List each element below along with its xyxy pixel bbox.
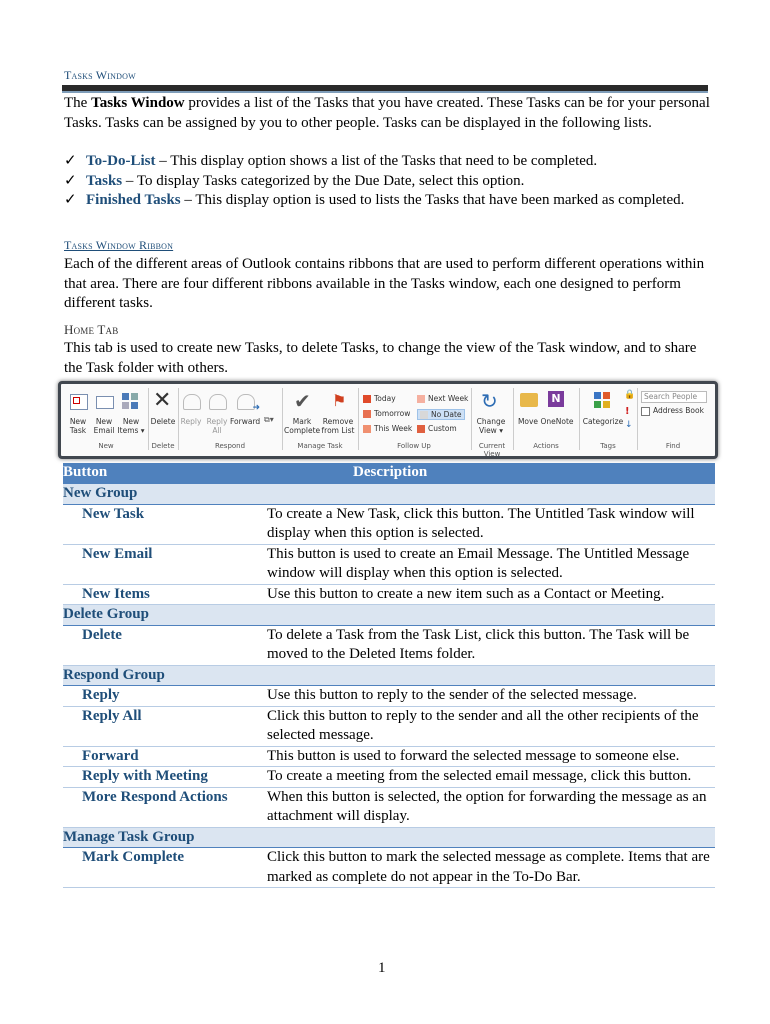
next-week-button[interactable] [417,394,468,403]
button-description: To delete a Task from the Task List, click this button. The Task will be moved to the Deleted Items folder. [267,625,715,665]
section-heading-home-tab: Home Tab [64,322,119,337]
bullet-text: – To display Tasks categorized by the Due Date, select this option. [122,172,525,189]
forward-button[interactable]: Forward [230,417,261,426]
remove-from-list-button[interactable]: Remove from List [321,417,355,435]
onenote-icon: N [548,391,564,407]
categorize-icon [594,392,610,408]
move-folder-icon [520,393,538,407]
ribbon-separator [637,388,638,450]
remove-flag-icon: ⚑ [332,391,347,410]
no-date-label: No Date [431,410,462,419]
page-number: 1 [378,960,386,976]
table-row [63,848,715,888]
checkmark-icon: ✓ [64,172,77,189]
address-book-icon [641,407,650,416]
flag-icon [363,395,371,403]
flag-icon [363,410,371,418]
table-row [63,584,715,605]
this-week-label: This Week [374,424,413,433]
table-group-row [63,665,715,686]
onenote-button[interactable]: OneNote [540,417,574,426]
button-description: To create a New Task, click this button. The Untitled Task window will display when this option is selected. [267,504,715,544]
categorize-button[interactable]: Categorize [582,417,624,426]
address-book-label: Address Book [653,406,704,415]
button-description: Click this button to mark the selected message as complete. Items that are marked as complete do not appear in the To-Do Bar. [267,848,715,888]
change-view-icon: ↻ [481,389,498,413]
button-description: This button is used to forward the selected message to someone else. [267,746,715,767]
header-description: Description [267,463,715,484]
button-description: This button is used to create an Email Message. The Untitled Message window will display when this option is selected. [267,544,715,584]
button-description: Click this button to reply to the sender and all the other recipients of the selected message. [267,706,715,746]
group-label-actions: Actions [533,442,559,450]
table-row [63,504,715,544]
next-week-label: Next Week [428,394,469,403]
group-name: Respond Group [63,665,715,686]
heading-rule [62,85,708,93]
new-task-icon [70,394,88,410]
custom-button[interactable] [417,424,457,433]
button-description: To create a meeting from the selected email message, click this button. [267,767,715,788]
button-name: Reply with Meeting [63,767,267,788]
this-week-button[interactable] [363,424,412,433]
intro-pre: The [64,95,92,111]
bullet-text: – This display option is used to lists the Tasks that have been marked as completed. [180,192,685,208]
button-name: Delete [63,625,267,665]
new-items-icon [122,393,138,409]
group-label-find: Find [665,442,681,450]
mark-complete-button[interactable]: Mark Complete [284,417,321,435]
button-name: Reply [63,686,267,707]
delete-x-icon: ✕ [153,388,172,413]
forward-icon: ➜ [237,394,255,410]
group-label-current-view: Current View [478,442,506,458]
table-group-row [63,605,715,626]
table-row [63,706,715,746]
group-label-follow-up: Follow Up [397,442,431,450]
table-row [63,787,715,827]
button-name: Mark Complete [63,848,267,888]
table-row [63,686,715,707]
ribbon-separator [579,388,580,450]
section-heading-tasks-window: Tasks Window [64,68,136,82]
delete-button[interactable]: Delete [150,417,176,426]
reply-all-icon [209,394,227,410]
address-book-button[interactable] [641,406,704,416]
button-name: New Task [63,504,267,544]
bullet-item [64,172,714,192]
section-heading-ribbon: Tasks Window Ribbon [64,238,174,252]
checkmark-icon: ✓ [64,153,77,169]
flag-icon [420,411,428,419]
reply-button[interactable]: Reply [180,417,202,426]
intro-post: provides a list of the Tasks that you have created. These Tasks can be for your personal Tasks. Tasks can be assigned by you to other people. Tasks can be displayed in the following lists. [64,95,710,131]
private-lock-icon[interactable]: 🔒 [624,390,636,400]
bullet-list [64,152,714,211]
group-label-new: New [98,442,114,450]
table-row [63,625,715,665]
intro-bold: Tasks Window [91,95,185,111]
header-button: Button [63,463,267,484]
group-name: Delete Group [63,605,715,626]
button-name: New Email [63,544,267,584]
flag-icon [417,395,425,403]
group-label-manage-task: Manage Task [297,442,343,450]
high-importance-icon[interactable]: ! [625,406,630,417]
button-name: More Respond Actions [63,787,267,827]
button-description: Use this button to reply to the sender of the selected message. [267,686,715,707]
new-email-icon [96,396,114,409]
tomorrow-button[interactable] [363,409,410,418]
custom-label: Custom [428,424,457,433]
button-description: Use this button to create a new item such as a Contact or Meeting. [267,584,715,605]
ribbon-separator [282,388,283,450]
flag-icon [417,425,425,433]
intro-paragraph [64,94,714,133]
new-task-button[interactable]: New Task [69,417,87,435]
bullet-text: – This display option shows a list of the Tasks that need to be completed. [155,153,598,169]
new-items-button[interactable]: New Items ▾ [117,417,145,435]
table-row [63,544,715,584]
no-date-button[interactable] [417,409,465,420]
bullet-term: To-Do-List [86,153,156,169]
home-tab-paragraph: This tab is used to create new Tasks, to delete Tasks, to change the view of the Task window, and to share the Task folder with others. [64,340,697,376]
group-name: New Group [63,484,715,505]
table-row [63,767,715,788]
change-view-button[interactable]: Change View ▾ [476,417,506,435]
move-button[interactable]: Move [517,417,539,426]
reply-icon [183,394,201,410]
ribbon-separator [513,388,514,450]
ribbon-separator [358,388,359,450]
button-description-table [63,463,715,888]
more-respond-icon[interactable]: ⧉▾ [264,415,274,424]
table-header [63,463,715,484]
bullet-item [64,191,714,211]
table-group-row [63,484,715,505]
table-group-row [63,827,715,848]
checkmark-icon: ✔ [294,389,311,413]
group-label-tags: Tags [600,442,616,450]
group-name: Manage Task Group [63,827,715,848]
group-label-respond: Respond [214,442,246,450]
button-name: Reply All [63,706,267,746]
home-tab-ribbon [58,381,718,459]
ribbon-paragraph: Each of the different areas of Outlook contains ribbons that are used to perform different operations within that area. There are four different ribbons available in the Tasks window, each one designed to perform different tasks. [64,256,705,311]
tomorrow-label: Tomorrow [374,409,411,418]
checkmark-icon: ✓ [64,192,77,208]
button-name: New Items [63,584,267,605]
new-email-button[interactable]: New Email [93,417,115,435]
flag-icon [363,425,371,433]
bullet-term: Tasks [86,172,123,189]
search-people-input[interactable]: Search People [641,391,707,403]
bullet-term: Finished Tasks [86,192,181,208]
button-name: Forward [63,746,267,767]
button-description: When this button is selected, the option for forwarding the message as an attachment will display. [267,787,715,827]
bullet-item [64,152,714,172]
low-importance-icon[interactable]: ↓ [625,420,633,430]
reply-all-button[interactable]: Reply All [206,417,228,435]
group-label-delete: Delete [151,442,175,450]
today-label: Today [374,394,396,403]
today-button[interactable] [363,394,396,403]
table-row [63,746,715,767]
